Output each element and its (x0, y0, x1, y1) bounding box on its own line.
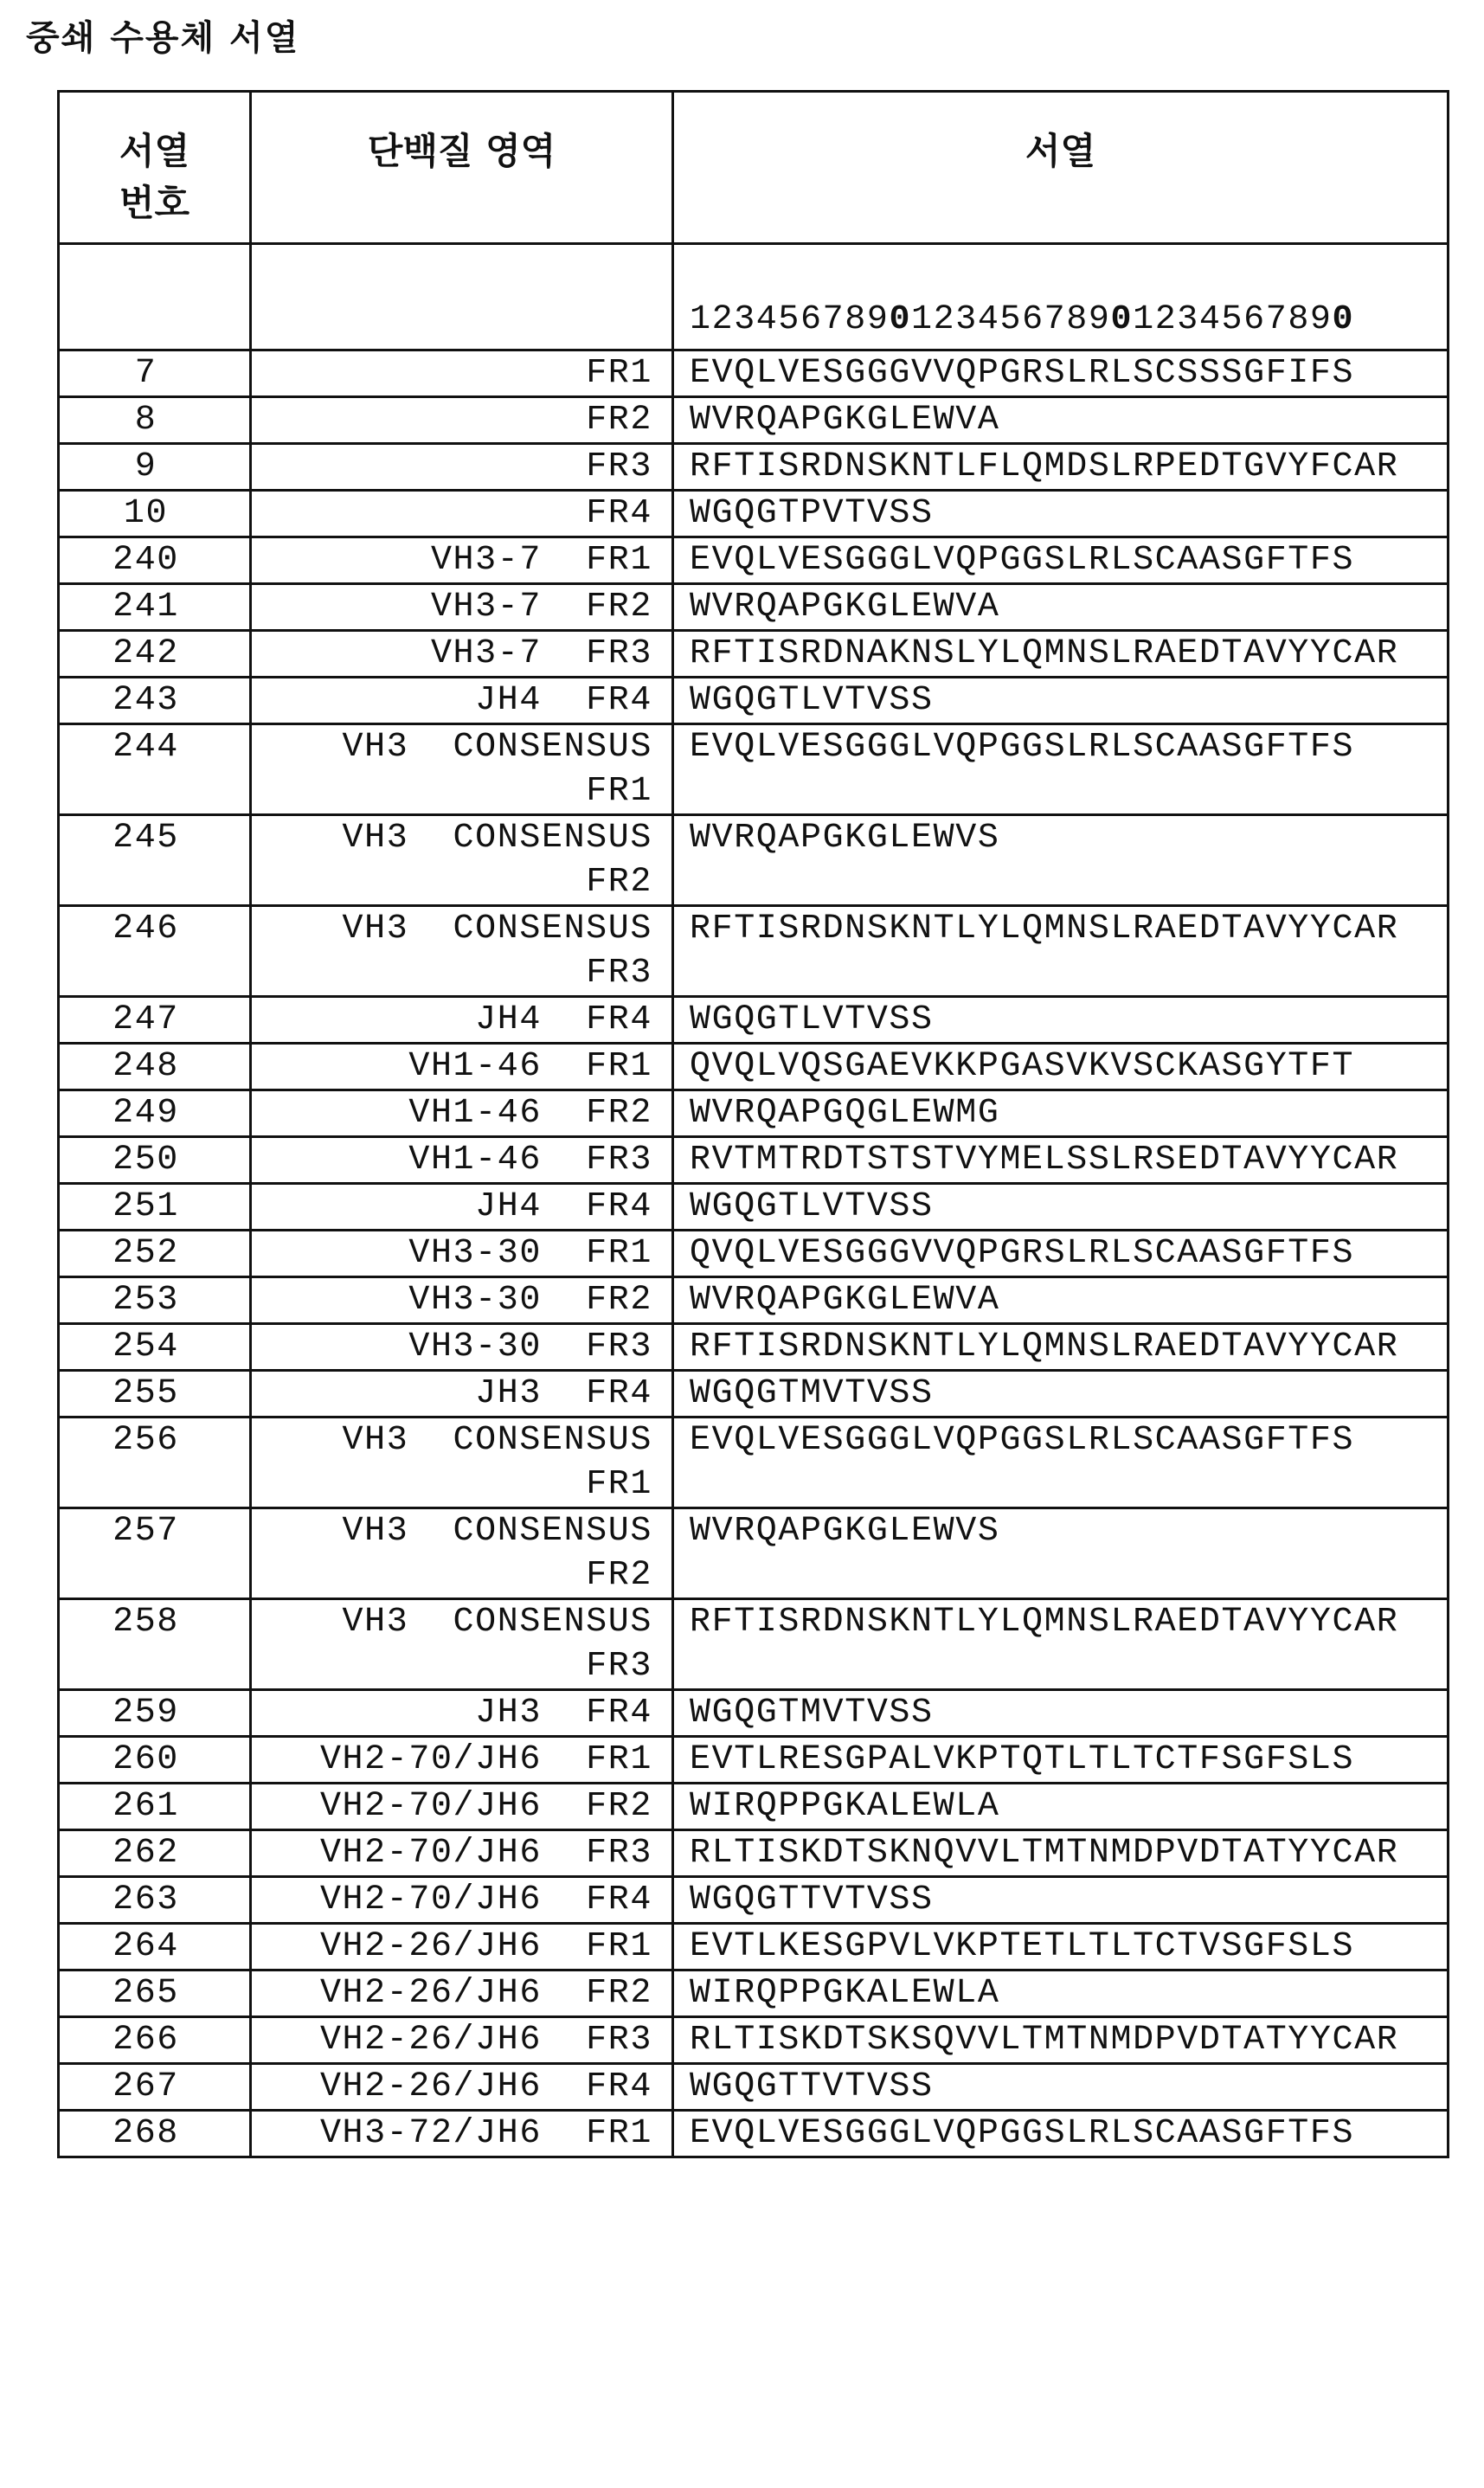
seq-id-cell: 258 (59, 1599, 251, 1690)
region-cell: JH4 FR4 (251, 997, 673, 1044)
header-sequence: 서열 (673, 92, 1449, 244)
region-cell: VH3 CONSENSUS FR3 (251, 1599, 673, 1690)
region-cell: VH2-26/JH6 FR2 (251, 1970, 673, 2017)
sequence-cell: WIRQPPGKALEWLA (673, 1970, 1449, 2017)
region-cell: VH1-46 FR3 (251, 1137, 673, 1184)
sequence-cell: RLTISKDTSKSQVVLTMTNMDPVDTATYYCAR (673, 2017, 1449, 2064)
seq-id-cell: 247 (59, 997, 251, 1044)
table-row (59, 1737, 1449, 1784)
region-cell: VH3-30 FR1 (251, 1231, 673, 1277)
table-row (59, 1599, 1449, 1690)
table-row (59, 906, 1449, 997)
seq-id-cell: 242 (59, 631, 251, 678)
sequence-cell: EVQLVESGGGLVQPGGSLRLSCAASGFTFS (673, 1418, 1449, 1508)
header-region: 단백질 영역 (251, 92, 673, 244)
sequence-cell: WGQGTPVTVSS (673, 491, 1449, 537)
table-row (59, 537, 1449, 584)
sequence-cell: WVRQAPGKGLEWVA (673, 584, 1449, 631)
seq-id-cell: 263 (59, 1877, 251, 1924)
region-cell: FR3 (251, 444, 673, 491)
ruler-ten: 0 (1110, 300, 1133, 339)
region-cell: VH2-70/JH6 FR4 (251, 1877, 673, 1924)
seq-id-cell: 246 (59, 906, 251, 997)
table-row (59, 2064, 1449, 2111)
table-row (59, 1418, 1449, 1508)
table-row (59, 491, 1449, 537)
seq-id-cell: 259 (59, 1690, 251, 1737)
sequence-cell: RFTISRDNSKNTLYLQMNSLRAEDTAVYYCAR (673, 1599, 1449, 1690)
position-ruler (673, 244, 1449, 350)
table-row (59, 1877, 1449, 1924)
table-row (59, 997, 1449, 1044)
table-row (59, 444, 1449, 491)
sequence-table (57, 90, 1449, 2158)
seq-id-cell: 251 (59, 1184, 251, 1231)
sequence-cell: EVTLRESGPALVKPTQTLTLTCTFSGFSLS (673, 1737, 1449, 1784)
sequence-cell: WVRQAPGKGLEWVS (673, 815, 1449, 906)
table-row (59, 1090, 1449, 1137)
seq-id-cell: 249 (59, 1090, 251, 1137)
sequence-cell: RLTISKDTSKNQVVLTMTNMDPVDTATYYCAR (673, 1830, 1449, 1877)
sequence-cell: WVRQAPGKGLEWVS (673, 1508, 1449, 1599)
seq-id-cell: 240 (59, 537, 251, 584)
table-row (59, 1924, 1449, 1970)
region-cell: JH4 FR4 (251, 678, 673, 724)
table-row (59, 1970, 1449, 2017)
sequence-cell: WGQGTTVTVSS (673, 2064, 1449, 2111)
sequence-cell: QVQLVESGGGVVQPGRSLRLSCAASGFTFS (673, 1231, 1449, 1277)
region-cell: VH1-46 FR1 (251, 1044, 673, 1090)
sequence-cell: EVQLVESGGGVVQPGRSLRLSCSSSGFIFS (673, 350, 1449, 397)
sequence-cell: WGQGTMVTVSS (673, 1371, 1449, 1418)
sequence-cell: WVRQAPGQGLEWMG (673, 1090, 1449, 1137)
sequence-cell: WGQGTMVTVSS (673, 1690, 1449, 1737)
region-cell: VH3-7 FR2 (251, 584, 673, 631)
sequence-cell: RFTISRDNSKNTLFLQMDSLRPEDTGVYFCAR (673, 444, 1449, 491)
table-row (59, 2017, 1449, 2064)
region-cell: VH2-70/JH6 FR1 (251, 1737, 673, 1784)
sequence-cell: EVTLKESGPVLVKPTETLTLTCTVSGFSLS (673, 1924, 1449, 1970)
region-cell: VH3 CONSENSUS FR3 (251, 906, 673, 997)
table-row (59, 724, 1449, 815)
seq-id-cell: 244 (59, 724, 251, 815)
sequence-cell: WGQGTLVTVSS (673, 997, 1449, 1044)
seq-id-cell: 9 (59, 444, 251, 491)
table-row (59, 1371, 1449, 1418)
table-row (59, 1690, 1449, 1737)
ruler-ten: 0 (1333, 300, 1355, 339)
sequence-cell: WGQGTLVTVSS (673, 1184, 1449, 1231)
region-cell: VH2-70/JH6 FR2 (251, 1784, 673, 1830)
region-cell: FR4 (251, 491, 673, 537)
seq-id-cell: 8 (59, 397, 251, 444)
region-cell: VH3 CONSENSUS FR1 (251, 1418, 673, 1508)
table-row (59, 678, 1449, 724)
header-seq-no-label: 서열 번호 (119, 130, 190, 224)
table-row (59, 815, 1449, 906)
seq-id-cell: 254 (59, 1324, 251, 1371)
region-cell: VH3-30 FR2 (251, 1277, 673, 1324)
region-cell: JH3 FR4 (251, 1690, 673, 1737)
sequence-cell: RFTISRDNSKNTLYLQMNSLRAEDTAVYYCAR (673, 906, 1449, 997)
sequence-cell: QVQLVQSGAEVKKPGASVKVSCKASGYTFT (673, 1044, 1449, 1090)
table-row (59, 2111, 1449, 2157)
seq-id-cell: 265 (59, 1970, 251, 2017)
seq-id-cell: 262 (59, 1830, 251, 1877)
region-cell: VH2-26/JH6 FR4 (251, 2064, 673, 2111)
seq-id-cell: 243 (59, 678, 251, 724)
seq-id-cell: 245 (59, 815, 251, 906)
seq-id-cell: 256 (59, 1418, 251, 1508)
table-row (59, 1784, 1449, 1830)
seq-id-cell: 248 (59, 1044, 251, 1090)
sequence-cell: EVQLVESGGGLVQPGGSLRLSCAASGFTFS (673, 537, 1449, 584)
region-cell: VH2-70/JH6 FR3 (251, 1830, 673, 1877)
ruler-digits: 123456789 (1133, 300, 1332, 339)
seq-id-cell: 10 (59, 491, 251, 537)
table-row (59, 350, 1449, 397)
table-row (59, 1137, 1449, 1184)
ruler-ten: 0 (889, 300, 911, 339)
seq-id-cell: 7 (59, 350, 251, 397)
table-row (59, 631, 1449, 678)
region-cell: VH2-26/JH6 FR1 (251, 1924, 673, 1970)
seq-id-cell: 250 (59, 1137, 251, 1184)
sequence-cell: WVRQAPGKGLEWVA (673, 1277, 1449, 1324)
seq-id-cell: 241 (59, 584, 251, 631)
seq-id-cell: 253 (59, 1277, 251, 1324)
table-row (59, 1508, 1449, 1599)
seq-id-cell: 264 (59, 1924, 251, 1970)
region-cell: VH3 CONSENSUS FR1 (251, 724, 673, 815)
region-cell: VH3-72/JH6 FR1 (251, 2111, 673, 2157)
region-cell: VH3-30 FR3 (251, 1324, 673, 1371)
sequence-cell: EVQLVESGGGLVQPGGSLRLSCAASGFTFS (673, 724, 1449, 815)
ruler-row (59, 244, 1449, 350)
ruler-digits: 123456789 (911, 300, 1110, 339)
seq-id-cell: 255 (59, 1371, 251, 1418)
ruler-empty-cell (59, 244, 251, 350)
ruler-digits: 123456789 (690, 300, 889, 339)
region-cell: VH3 CONSENSUS FR2 (251, 815, 673, 906)
seq-id-cell: 252 (59, 1231, 251, 1277)
table-row (59, 584, 1449, 631)
sequence-cell: WIRQPPGKALEWLA (673, 1784, 1449, 1830)
table-row (59, 1324, 1449, 1371)
seq-id-cell: 261 (59, 1784, 251, 1830)
header-seq-no (59, 92, 251, 244)
table-row (59, 1830, 1449, 1877)
table-header-row (59, 92, 1449, 244)
sequence-cell: RFTISRDNAKNSLYLQMNSLRAEDTAVYYCAR (673, 631, 1449, 678)
sequence-cell: WGQGTTVTVSS (673, 1877, 1449, 1924)
region-cell: VH3 CONSENSUS FR2 (251, 1508, 673, 1599)
seq-id-cell: 257 (59, 1508, 251, 1599)
sequence-cell: WVRQAPGKGLEWVA (673, 397, 1449, 444)
region-cell: VH3-7 FR3 (251, 631, 673, 678)
region-cell: JH3 FR4 (251, 1371, 673, 1418)
table-row (59, 1044, 1449, 1090)
seq-id-cell: 260 (59, 1737, 251, 1784)
region-cell: VH1-46 FR2 (251, 1090, 673, 1137)
region-cell: VH3-7 FR1 (251, 537, 673, 584)
sequence-cell: EVQLVESGGGLVQPGGSLRLSCAASGFTFS (673, 2111, 1449, 2157)
table-row (59, 1277, 1449, 1324)
region-cell: JH4 FR4 (251, 1184, 673, 1231)
region-cell: VH2-26/JH6 FR3 (251, 2017, 673, 2064)
seq-id-cell: 266 (59, 2017, 251, 2064)
seq-id-cell: 268 (59, 2111, 251, 2157)
seq-id-cell: 267 (59, 2064, 251, 2111)
sequence-cell: RVTMTRDTSTSTVYMELSSLRSEDTAVYYCAR (673, 1137, 1449, 1184)
table-row (59, 1231, 1449, 1277)
page-title: 중쇄 수용체 서열 (26, 10, 299, 60)
ruler-empty-cell (251, 244, 673, 350)
region-cell: FR2 (251, 397, 673, 444)
sequence-cell: WGQGTLVTVSS (673, 678, 1449, 724)
sequence-cell: RFTISRDNSKNTLYLQMNSLRAEDTAVYYCAR (673, 1324, 1449, 1371)
region-cell: FR1 (251, 350, 673, 397)
table-row (59, 1184, 1449, 1231)
table-row (59, 397, 1449, 444)
